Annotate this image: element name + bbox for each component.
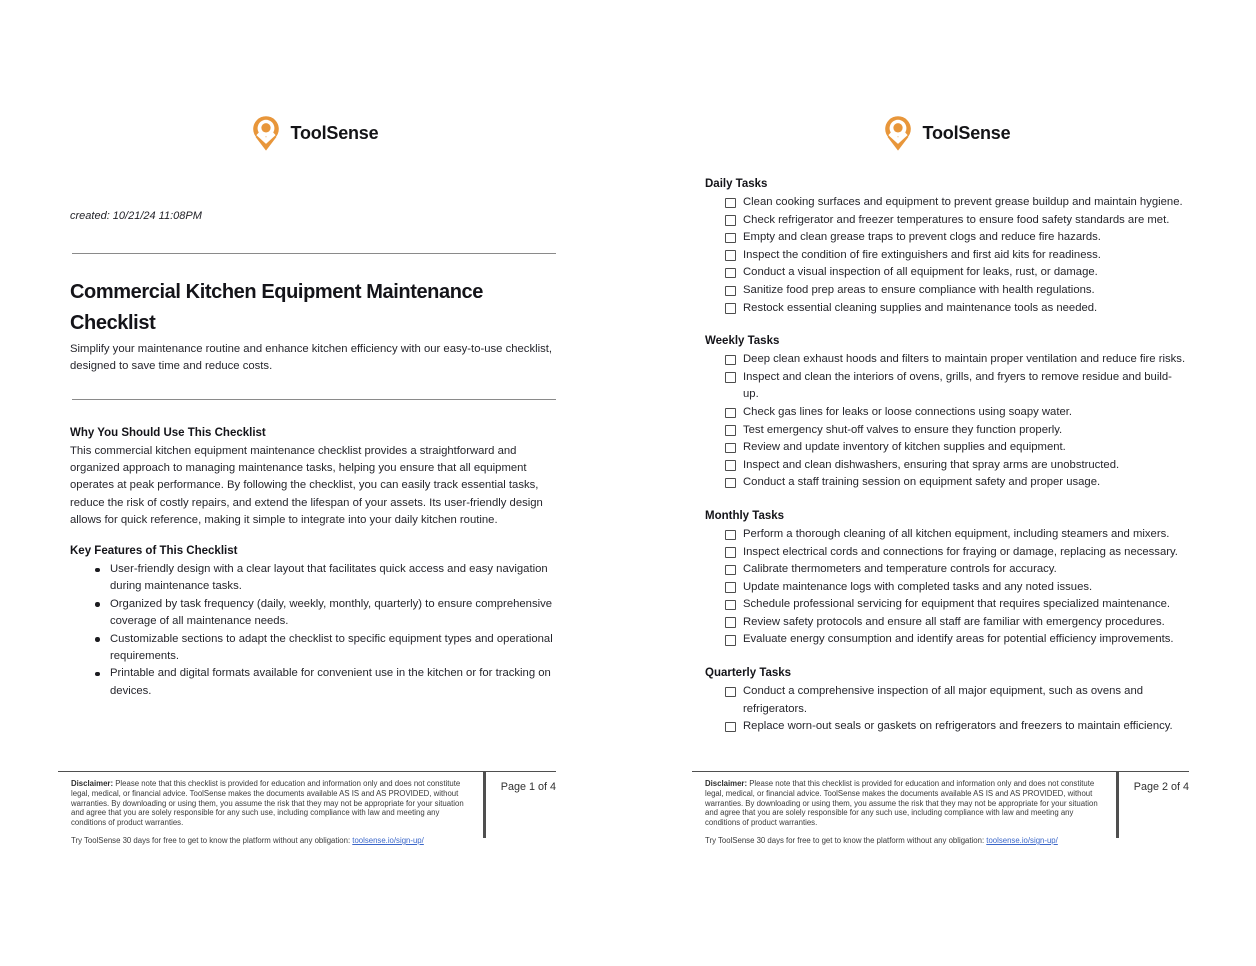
task-item — [705, 247, 1187, 265]
task-item — [705, 422, 1187, 440]
feature-item-text: Printable and digital formats available for convenient use in the kitchen or for tracking on devices. — [110, 667, 551, 697]
task-section-monthly-tasks — [705, 508, 1187, 649]
task-item — [705, 457, 1187, 475]
task-checkbox[interactable] — [725, 443, 736, 454]
page-number: Page 1 of 4 — [500, 781, 556, 793]
section-heading: Quarterly Tasks — [705, 667, 792, 680]
bullet-icon — [95, 602, 100, 607]
task-item-text: Conduct a staff training session on equipment safety and proper usage. — [743, 476, 1101, 489]
task-checkbox[interactable] — [725, 530, 736, 541]
task-item — [705, 683, 1187, 718]
section-heading: Daily Tasks — [705, 178, 768, 190]
task-section-weekly-tasks — [705, 333, 1187, 492]
task-item-text: Deep clean exhaust hoods and filters to maintain proper ventilation and reduce fire risks. — [743, 353, 1186, 366]
page-footer — [58, 771, 556, 854]
task-checkbox[interactable] — [725, 547, 736, 558]
task-item-text: Calibrate thermometers and temperature controls for accuracy. — [743, 563, 1057, 576]
toolsense-logo — [70, 114, 558, 152]
task-item-text: Perform a thorough cleaning of all kitchen equipment, including steamers and mixers. — [743, 527, 1170, 540]
feature-item — [70, 561, 558, 596]
task-item — [705, 404, 1187, 422]
task-item-text: Review safety protocols and ensure all staff are familiar with emergency procedures. — [743, 615, 1165, 628]
task-item-text: Inspect the condition of fire extinguishers and first aid kits for readiness. — [743, 248, 1101, 261]
task-item — [705, 300, 1187, 318]
task-sections — [705, 176, 1187, 752]
task-checkbox[interactable] — [725, 460, 736, 471]
task-item-text: Empty and clean grease traps to prevent clogs and reduce fire hazards. — [743, 231, 1101, 244]
why-body: This commercial kitchen equipment maintenance checklist provides a straightforward and organized approach to managing maintenance tasks, helping you ensure that all equipment operates at peak performance. By following the checklist, you can easily track essential tasks, reduce the risk of costly repairs, and extend the lifespan of your assets. Its user-friendly design allows for quick reference, making it simple to integrate into your daily kitchen routine. — [70, 445, 543, 526]
footer-disclaimer — [692, 772, 1116, 854]
task-checkbox[interactable] — [725, 372, 736, 383]
task-checkbox[interactable] — [725, 198, 736, 209]
task-item — [705, 282, 1187, 300]
task-item-text: Evaluate energy consumption and identify areas for potential efficiency improvements. — [743, 633, 1174, 646]
task-checkbox[interactable] — [725, 600, 736, 611]
task-item — [705, 474, 1187, 492]
task-checkbox[interactable] — [725, 408, 736, 419]
task-item — [705, 526, 1187, 544]
task-item-text: Restock essential cleaning supplies and maintenance tools as needed. — [743, 301, 1098, 314]
task-checkbox[interactable] — [725, 268, 736, 279]
task-item-text: Update maintenance logs with completed tasks and any noted issues. — [743, 580, 1093, 593]
task-checkbox[interactable] — [725, 286, 736, 297]
task-section-daily-tasks — [705, 176, 1187, 317]
task-item — [705, 369, 1187, 404]
task-item-text: Check gas lines for leaks or loose connections using soapy water. — [743, 405, 1073, 418]
page-footer — [692, 771, 1189, 854]
task-checkbox[interactable] — [725, 722, 736, 733]
task-item — [705, 718, 1187, 736]
task-item-text: Conduct a comprehensive inspection of all major equipment, such as ovens and refrigerators. — [743, 685, 1144, 715]
task-item-text: Inspect electrical cords and connections for fraying or damage, replacing as necessary. — [743, 545, 1178, 558]
task-item-text: Clean cooking surfaces and equipment to prevent grease buildup and maintain hygiene. — [743, 196, 1183, 208]
task-item-text: Schedule professional servicing for equipment that requires specialized maintenance. — [743, 598, 1171, 611]
toolsense-pin-icon — [250, 114, 282, 152]
task-item — [705, 579, 1187, 597]
footer-disclaimer — [58, 772, 483, 854]
task-item — [705, 614, 1187, 632]
disclaimer-text: Disclaimer: Please note that this checklist is provided for education and information only and does not constitute legal, medical, or financial advice. ToolSense makes the documents available AS IS and AS PROVIDED, without warranties. By downloading or using them, you assume the risk that they may not be appropriate for your situation and agree that you are solely responsible for any such use, including compliance with law and meeting any conditions of product warranties. — [71, 779, 464, 828]
task-item-text: Test emergency shut-off valves to ensure they function properly. — [743, 423, 1063, 436]
feature-item-text: User-friendly design with a clear layout that facilitates quick access and easy navigation during maintenance tasks. — [110, 563, 548, 593]
task-item — [705, 631, 1187, 649]
trial-text: Try ToolSense 30 days for free to get to know the platform without any obligation: toolsense.io/sign-up/ — [705, 835, 1058, 845]
features-list — [70, 561, 558, 700]
task-item-text: Replace worn-out seals or gaskets on refrigerators and freezers to maintain efficiency. — [743, 720, 1173, 733]
task-item — [705, 351, 1187, 369]
brand-name: ToolSense — [922, 122, 1011, 143]
bullet-icon — [95, 568, 100, 573]
document-subtitle: Simplify your maintenance routine and enhance kitchen efficiency with our easy-to-use checklist, designed to save time and reduce costs. — [70, 343, 553, 373]
task-checkbox[interactable] — [725, 617, 736, 628]
task-checkbox[interactable] — [725, 687, 736, 698]
task-item-text: Conduct a visual inspection of all equipment for leaks, rust, or damage. — [743, 266, 1098, 279]
task-section-quarterly-tasks — [705, 665, 1187, 736]
task-checkbox[interactable] — [725, 582, 736, 593]
task-item — [705, 544, 1187, 562]
trial-text: Try ToolSense 30 days for free to get to know the platform without any obligation: toolsense.io/sign-up/ — [71, 835, 424, 845]
task-item — [705, 229, 1187, 247]
task-item-text: Inspect and clean the interiors of ovens, grills, and fryers to remove residue and build-up. — [743, 370, 1172, 401]
toolsense-logo — [705, 114, 1187, 152]
divider-mid — [72, 399, 556, 400]
task-checkbox[interactable] — [725, 425, 736, 436]
task-item — [705, 264, 1187, 282]
section-heading: Monthly Tasks — [705, 509, 785, 522]
toolsense-pin-icon — [882, 114, 914, 152]
signup-link[interactable]: toolsense.io/sign-up/ — [352, 835, 424, 845]
task-item — [705, 212, 1187, 230]
task-item — [705, 561, 1187, 579]
bullet-icon — [95, 637, 100, 642]
bullet-icon — [95, 672, 100, 677]
task-item-text: Review and update inventory of kitchen supplies and equipment. — [743, 441, 1066, 454]
task-checkbox[interactable] — [725, 635, 736, 646]
task-item-text: Sanitize food prep areas to ensure compliance with health regulations. — [743, 283, 1095, 296]
feature-item-text: Organized by task frequency (daily, weekly, monthly, quarterly) to ensure comprehensive coverage of all maintenance needs. — [110, 597, 553, 628]
task-checkbox[interactable] — [725, 355, 736, 366]
why-heading: Why You Should Use This Checklist — [70, 427, 266, 439]
task-item — [705, 194, 1187, 212]
feature-item — [70, 631, 558, 666]
task-item-text: Check refrigerator and freezer temperatures to ensure food safety standards are met. — [743, 213, 1170, 226]
divider-top — [72, 253, 556, 254]
brand-name: ToolSense — [290, 122, 379, 143]
task-checkbox[interactable] — [725, 478, 736, 489]
features-heading: Key Features of This Checklist — [70, 545, 238, 557]
document-title: Commercial Kitchen Equipment Maintenance Checklist — [70, 281, 483, 334]
disclaimer-text: Disclaimer: Please note that this checklist is provided for education and information only and does not constitute legal, medical, or financial advice. ToolSense makes the documents available AS IS and AS PROVIDED, without warranties. By downloading or using them, you assume the risk that they may not be appropriate for your situation and agree that you are solely responsible for any such use, including compliance with law and meeting any conditions of product warranties. — [705, 779, 1098, 828]
task-checkbox[interactable] — [725, 565, 736, 576]
task-item — [705, 596, 1187, 614]
disclaimer-label: Disclaimer: — [71, 779, 114, 788]
task-checkbox[interactable] — [725, 215, 736, 226]
page-number: Page 2 of 4 — [1133, 781, 1189, 793]
feature-item-text: Customizable sections to adapt the checklist to specific equipment types and operational requirements. — [110, 632, 553, 663]
feature-item — [70, 596, 558, 631]
task-item-text: Inspect and clean dishwashers, ensuring that spray arms are unobstructed. — [743, 458, 1120, 471]
created-timestamp: created: 10/21/24 11:08PM — [70, 210, 202, 222]
task-checkbox[interactable] — [725, 233, 736, 244]
task-checkbox[interactable] — [725, 250, 736, 261]
feature-item — [70, 665, 558, 700]
disclaimer-label: Disclaimer: — [705, 779, 748, 788]
task-item — [705, 439, 1187, 457]
signup-link[interactable]: toolsense.io/sign-up/ — [986, 835, 1058, 845]
task-checkbox[interactable] — [725, 303, 736, 314]
section-heading: Weekly Tasks — [705, 335, 780, 348]
